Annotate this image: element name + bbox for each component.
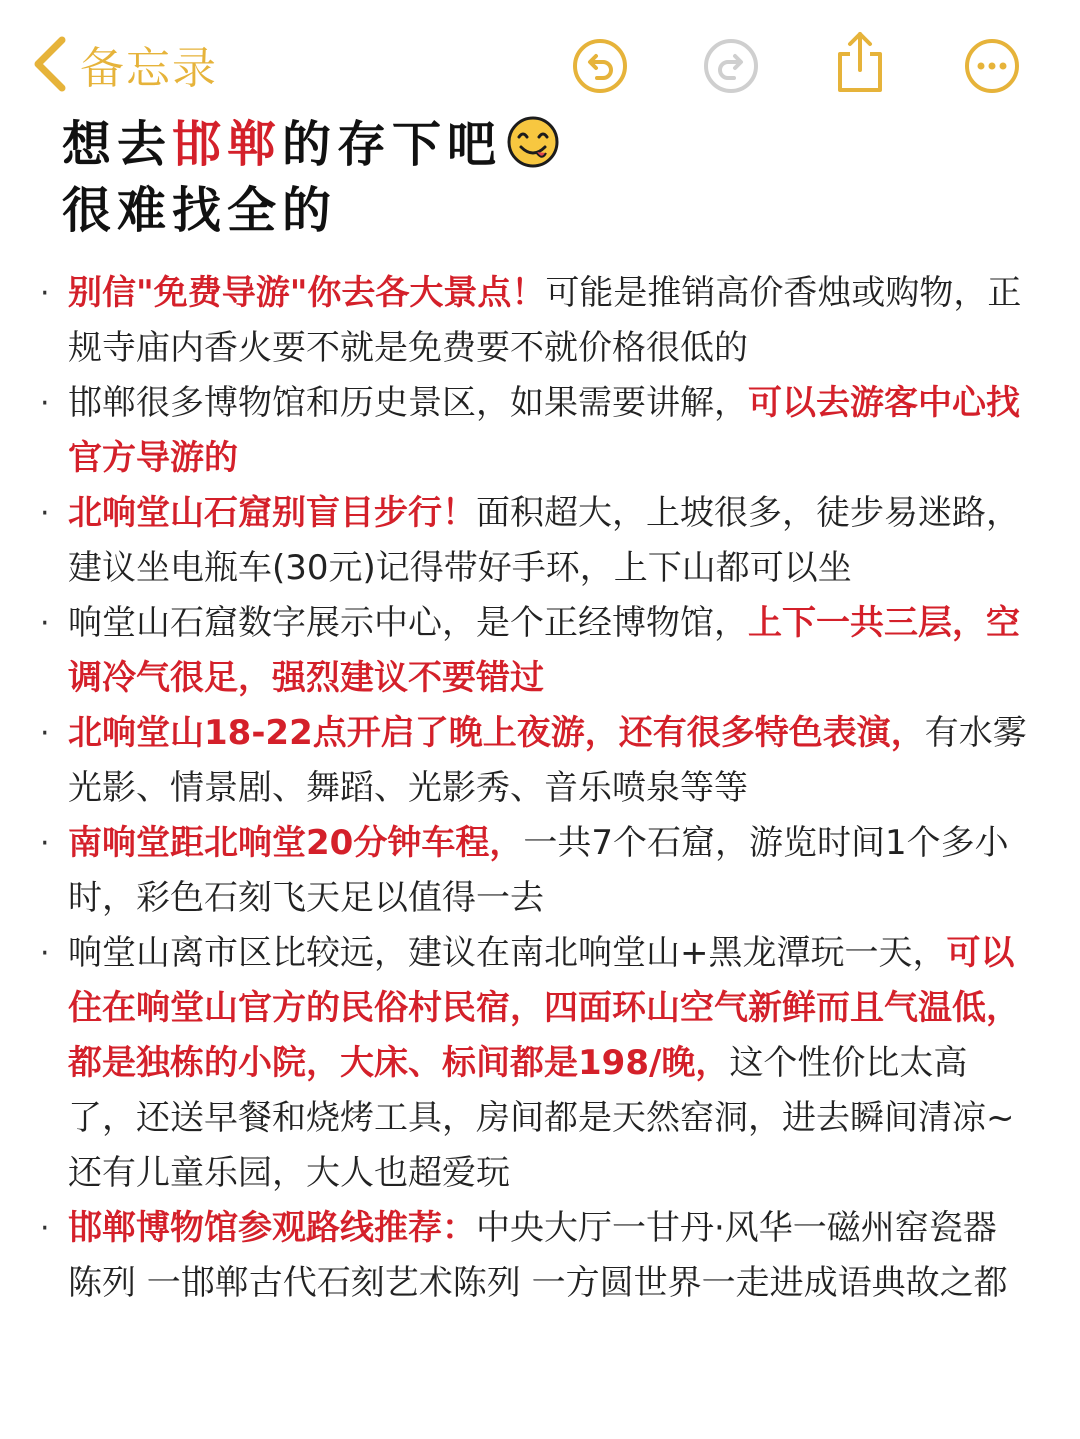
back-label: 备忘录 [80,43,218,94]
highlight-text: 北响堂山石窟别盲目步行！ [68,493,476,533]
bullet-dot: · [40,716,50,751]
notes-toolbar [0,0,1080,120]
more-icon [964,38,1020,94]
highlight-text: 上下一共三层，空调冷气很足，强烈建议不要错过 [68,603,1020,698]
undo-icon [572,38,628,94]
list-item [0,376,1080,486]
chevron-left-icon [30,34,70,94]
body-text: 一共7个石窟，游览时间1个多小时，彩色石刻飞天足以值得一去 [68,823,1009,918]
highlight-text: 北响堂山18-22点开启了晚上夜游，还有很多特色表演， [68,713,925,753]
body-text: 有水雾光影、情景剧、舞蹈、光影秀、音乐喷泉等等 [68,713,1027,808]
share-icon [832,30,888,94]
share-button[interactable] [832,30,888,94]
tips-list [0,266,1080,1311]
bullet-dot: · [40,606,50,641]
bullet-dot: · [40,826,50,861]
list-item [0,486,1080,596]
bullet-dot: · [40,496,50,531]
undo-button[interactable] [572,38,628,94]
back-button[interactable] [30,34,218,94]
title-text-rest: 的存下吧 [282,116,503,173]
body-text: 可能是推销高价香烛或购物，正规寺庙内香火要不就是免费要不就价格很低的 [68,273,1022,368]
list-item [0,266,1080,376]
body-text: 响堂山离市区比较远，建议在南北响堂山+黑龙潭玩一天， [68,933,947,973]
more-button[interactable] [964,38,1020,94]
title-text: 想去 [62,116,173,173]
bullet-dot: · [40,276,50,311]
list-item [0,816,1080,926]
title-city: 邯郸 [172,116,283,173]
list-item [0,1201,1080,1311]
redo-icon [703,38,759,94]
list-item [0,926,1080,1201]
highlight-text: 南响堂距北响堂20分钟车程， [68,823,524,863]
list-item [0,706,1080,816]
bullet-dot: · [40,1211,50,1246]
body-text: 邯郸很多博物馆和历史景区，如果需要讲解， [68,383,748,423]
title-line-2: 很难找全的 [62,182,338,239]
highlight-text: 别信"免费导游"你去各大景点！ [68,273,546,313]
list-item [0,596,1080,706]
bullet-dot: · [40,386,50,421]
highlight-text: 可以住在响堂山官方的民俗村民宿，四面环山空气新鲜而且气温低，都是独栋的小院，大床、标间都是198/晚， [68,933,1020,1083]
note-title [62,112,1022,244]
bullet-dot: · [40,936,50,971]
body-text: 面积超大，上坡很多，徒步易迷路，建议坐电瓶车(30元)记得带好手环，上下山都可以坐 [68,493,1020,588]
body-text: 响堂山石窟数字展示中心，是个正经博物馆， [68,603,748,643]
redo-button[interactable] [703,38,759,94]
body-text: 这个性价比太高了，还送早餐和烧烤工具，房间都是天然窑洞，进去瞬间清凉~还有儿童乐园，大人也超爱玩 [68,1043,1015,1193]
highlight-text: 可以去游客中心找官方导游的 [68,383,1020,478]
yum-face-emoji-icon [506,115,560,169]
highlight-text: 邯郸博物馆参观路线推荐： [68,1208,476,1248]
body-text: 中央大厅一甘丹·风华一磁州窑瓷器陈列 一邯郸古代石刻艺术陈列 一方圆世界一走进成语典故之都 [68,1208,1008,1303]
